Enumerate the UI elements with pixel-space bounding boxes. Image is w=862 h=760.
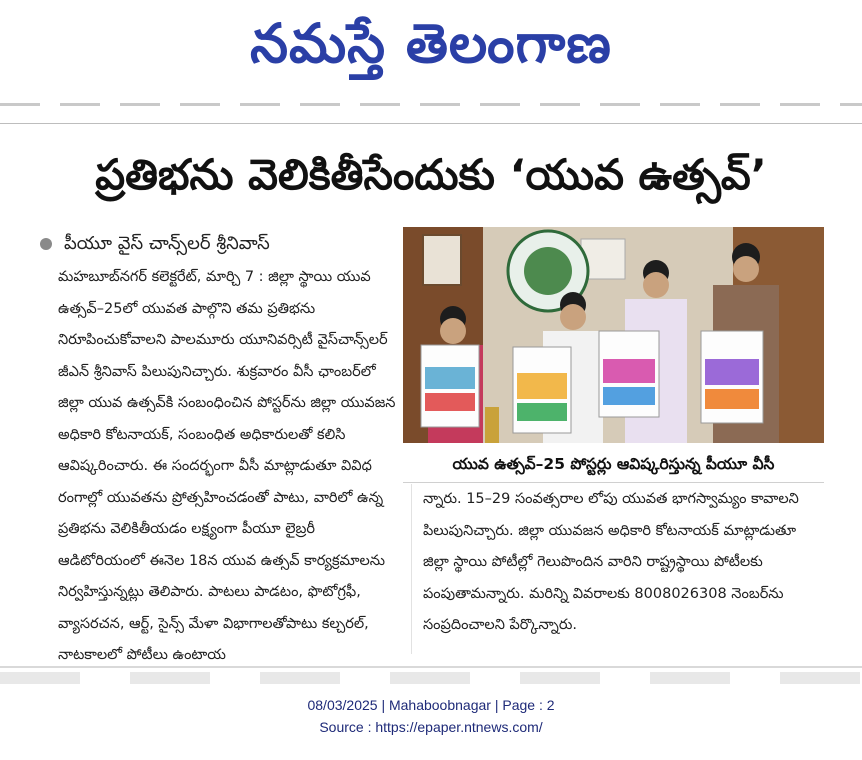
article-paragraph-right: న్నారు. 15–29 సంవత్సరాల లోపు యువత భాగస్వామ్యం కావాలని పిలుపునిచ్చారు. జిల్లా యువజన అధికారి కోటనాయక్ మాట్లాడుతూ జిల్లా స్థాయి పోటీల్లో గెలుపొందిన వారిని రాష్ట్రస్థాయి పోటీలకు పంపుతామన్నారు. మరిన్ని వివరాలకు 8008026308 నెంబర్‌ను సంప్రదించాలని పేర్కొన్నారు.	[423, 491, 799, 633]
article-subhead	[40, 226, 400, 262]
photo-caption: యువ ఉత్సవ్–25 పోస్టర్లు ఆవిష్కరిస్తున్న పీయూ వీసీ	[403, 446, 824, 483]
newspaper-logo: నమస్తే తెలంగాణ	[250, 12, 612, 75]
clipped-next-article	[0, 672, 862, 684]
photo-illustration	[403, 227, 824, 443]
article-photo	[403, 227, 824, 443]
article-column-right	[423, 484, 823, 642]
page-rule	[0, 123, 862, 124]
article-column-left	[58, 262, 403, 672]
article-paragraph-left: మహబూబ్‌నగర్ కలెక్టరేట్, మార్చి 7 : జిల్లా స్థాయి యువ ఉత్సవ్–25లో యువత పాల్గొని తమ ప్రతిభను నిరూపించుకోవాలని పాలమూరు యూనివర్సిటీ వైస్‌చాన్స్‌లర్ జీఎన్ శ్రీనివాస్ పిలుపునిచ్చారు. శుక్రవారం వీసీ ఛాంబర్‌లో జిల్లా యువ ఉత్సవ్‌కి సంబంధించిన పోస్టర్‌ను జిల్లా యువజన అధికారి కోటనాయక్, సంబంధిత అధికారులతో కలిసి ఆవిష్కరించారు. ఈ సందర్భంగా వీసీ మాట్లాడుతూ వివిధ రంగాల్లో యువతను ప్రోత్సహించడంతో పాటు, వారిలో ఉన్న ప్రతిభను వెలికితీయడం లక్ష్యంగా పీయూ లైబ్రరీ ఆడిటోరియంలో ఈనెల 18న యువ ఉత్సవ్ కార్యక్రమాలను నిర్వహిస్తున్నట్లు తెలిపారు. పాటలు పాడటం, ఫొటోగ్రఫీ, వ్యాసరచన, ఆర్ట్, సైన్స్ మేళా విభాగాలతోపాటు కల్చరల్, నాటకాలలో పోటీలు ఉంటాయ	[58, 269, 396, 663]
poster-center-right	[599, 331, 659, 417]
subhead-text: పీయూ వైస్ చాన్స్‌లర్ శ్రీనివాస్	[64, 233, 270, 254]
footer-source-link[interactable]: Source : https://epaper.ntnews.com/	[319, 719, 543, 735]
poster-left	[421, 345, 479, 427]
article-headline: ప్రతిభను వెలికితీసేందుకు ‘యువ ఉత్సవ్’	[95, 150, 767, 199]
bullet-icon	[40, 238, 52, 250]
footer	[0, 694, 862, 738]
poster-center-left	[513, 347, 571, 433]
poster-right	[701, 331, 763, 423]
column-divider	[411, 484, 412, 654]
masthead	[0, 0, 862, 98]
masthead-rule	[0, 103, 862, 106]
bottom-rule	[0, 666, 862, 668]
footer-date-edition: 08/03/2025 | Mahaboobnagar | Page : 2	[307, 697, 555, 713]
